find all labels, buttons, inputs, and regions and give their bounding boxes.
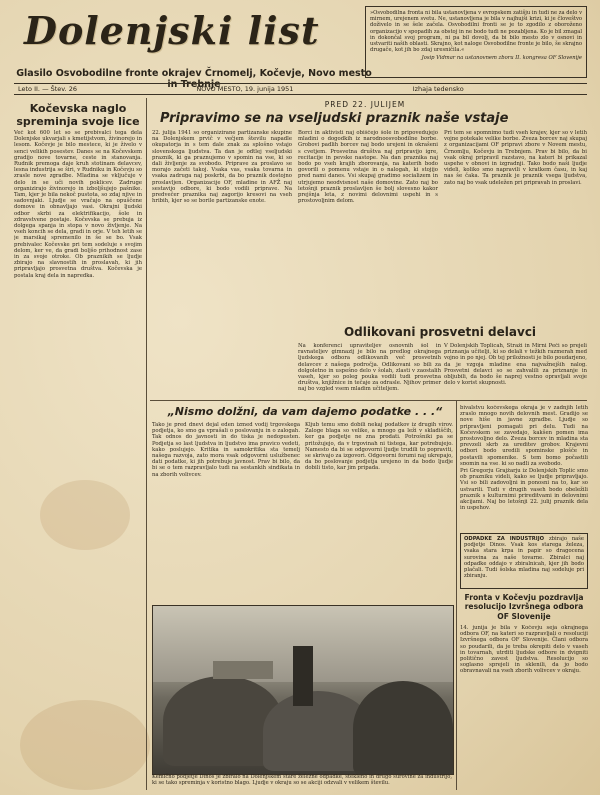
issue-volume: Leto II. — Štev. 26 bbox=[18, 85, 78, 93]
section-rule bbox=[150, 400, 587, 401]
fronta-body: 14. junija je bila v Kočevju seja okrajnega odbora OF, na kateri so razpravljali o resoluciji Izvršnega odbora OF Slovenije. Člani odbora so poudarili, da je treba okrepiti delo v vaseh in tovarnah, utrditi ljudske odbore in dvigniti politično zavest ljudstva. Resolucijo so soglasno sprejeli in sklenili, da jo bodo obravnavali na vseh zborih volivcev v okraju. bbox=[460, 625, 588, 675]
issue-place-date: NOVO MESTO, 19. junija 1951 bbox=[196, 85, 294, 93]
quote-text: »Osvobodilna fronta ni bila ustanovljena v evropskem zatišju in tudi ne za delo v mirnem, urejenem svetu. Ne, ustanovljena je bila v najhujši krizi, ki je človeštvo doživelo in se šele začela. Osvobodilni fronti se je to zgodilo z oboroženo organizacijo v spopadih za obstoj in ne bodo tudi ne pozabljena. Ko je bil zmagal in dokončal svoj program, ni pa bil dovolj, da bi bilo mesto zlo v osnovi in ustvariti naših oblasti. Skrajno, kot naloge Osvobodilne fronte je bilo, še skrajno drugače, kot jih bo zdaj uresničila.« bbox=[370, 10, 582, 54]
right-col-text2: Pri Gregorju Grajžarju iz Dolenjskih Toplic smo ob prazniku videli, kako se ljudje pripravljajo. Vsi so bili zadovoljni in ponosni na to, kar so ustvarili. Tudi v drugih vaseh bodo obeležili praznik s kulturnimi prireditvami in delovnimi akcijami. Naj bo letošnji 22. julij praznik dela in uspehov. bbox=[460, 468, 588, 512]
scrap-yard-photo bbox=[152, 605, 454, 775]
nismo-headline: „Nismo dolžni, da vam dajemo podatke . . .“ bbox=[167, 405, 443, 418]
quote-box bbox=[365, 6, 587, 78]
column-rule bbox=[456, 400, 457, 790]
masthead-subtitle: Glasilo Osvobodilne fronte okrajev Črnomelj, Kočevje, Novo mesto in Trebnje bbox=[16, 68, 372, 90]
main-article-col2: Borci in aktivisti naj obiščejo šole in pripovedujejo mladini o dogodkih iz narodnoosvobodilne borbe. Grobovi padlih borcev naj bodo urejeni in okrašeni s cvetjem. Prosvetna društva naj pripravijo igre, recitacije in pevske nastope. Na dan praznika naj bodo po vseh krajih zborovanja, na katerih bodo govorili o pomenu vstaje in o nalogah, ki stojijo pred nami danes. Vsi skupaj gradimo socializem in utrjujemo neodvisnost naše domovine. Zato naj bo letošnji praznik proslavljen še bolj slovesno kakor prejšnja leta, z novimi delovnimi uspehi in s prostovoljnim delom. bbox=[298, 130, 438, 205]
main-article-col3: Pri tem se spomnimo tudi vseh krajev, kjer so v letih vojne potekale velike borbe. Zveza borcev naj skupaj z organizacijami OF pripravi zbore v Novem mestu, Črnomlju, Kočevju in Trebnjem. Prav bi bilo, da bi vsak okraj pripravil razstavo, na kateri bi prikazal uspehe v obnovi in izgradnji. Tako bodo naši ljudje videli, koliko smo napravili v kratkem času, in kaj nas še čaka. Ta praznik je praznik vsega ljudstva, zato naj bo vsak udeležen pri pripravah in proslavi. bbox=[444, 130, 587, 186]
issue-frequency: Izhaja tedensko bbox=[412, 85, 464, 93]
photo-caption: Kemično podjetje Dinos je zbiralo na Dolenjskem stare železne odpadke, stekleno in drugo surovine za industrijo, ki se tako spreminja v koristno blago. Ljudje v okraju so se akciji odzvali v velikem številu. bbox=[152, 774, 452, 787]
scrap-callout-box bbox=[460, 533, 588, 589]
awards-headline: Odlikovani prosvetni delavci bbox=[343, 325, 537, 339]
awards-col1: Na konferenci upraviteljev osnovnih šol in ravnateljev gimnazij je bilo na predlog okrajnega ljudskega odbora odlikovanih več prosvetnih delavcev z našega področja. Odlikovani so bili za dolgoletno in uspešno delo v šolah, zlasti v zaostalih vaseh, kjer so poleg pouka vodili tudi prosvetna društva, knjižnice in tečaje za odrasle. Njihov primer naj bo vzgled vsem mladim učiteljem. bbox=[298, 343, 441, 393]
awards-col2: V Dolenjskih Toplicah, Straži in Mirni Peči so prejeli priznanja učitelji, ki so delali v težkih razmerah med vojno in po njej. Ob tej priložnosti je bilo poudarjeno, da je vzgoja mladine ena najvažnejših nalog. Prosvetni delavci so se zahvalili za priznanje in obljubili, da bodo še naprej vestno opravljali svoje delo v korist skupnosti. bbox=[444, 343, 587, 387]
main-article-col1: 22. julija 1941 so organizirane partizanske skupine na Dolenjskem prvič v večjem številu napadle okupatorja in s tem dale znak za splošno vstajo slovenskega ljudstva. Ta dan je odtlej vseljudski praznik, ki ga praznujemo v spomin na vse, ki so dali življenje za svobodo. Priprave za proslavo se morajo začeti takoj. Vsaka vas, vsaka tovarna in vsaka zadruga naj poskrbi, da bo praznik dostojno proslavljen. Organizacije OF, mladine in AFŽ naj sestavijo odbore, ki bodo vodili priprave. Na predvečer praznika naj zagorijo kresovi na vseh hribih, kjer so se borile partizanske enote. bbox=[152, 130, 292, 205]
issue-bar bbox=[14, 83, 587, 95]
callout-text: zbirajo naše podjetje Dinos. Vsak kos starega železa, vsaka stara krpa in papir so dragocena surovina za naše tovarne. Zbiralci naj odpadke oddajo v zbiralnicah, kjer jih bodo plačali. Tudi šolska mladina naj sodeluje pri zbiranju. bbox=[464, 536, 584, 580]
callout-title: ODPADKE ZA INDUSTRIJO bbox=[464, 536, 545, 542]
left-article-headline: Kočevska naglo spreminja svoje lice bbox=[16, 102, 140, 128]
right-col-text: bivalstvu kočevskega okraja je v zadnjih letih zraslo mnogo novih delovnih mest. Gradijo se nove hiše in javne zgradbe. Ljudje so pripravljeni pomagati pri delu. Tudi na Kočevskem se zavedajo, kakšen pomen ima prostovoljno delo. Zveza borcev in mladina sta prevzeli skrb za ureditev grobov. Krajevni odbori bodo uredili spominske plošče in postavili spomenike. S tem bomo počastili spomin na vse, ki so padli za svobodo. bbox=[460, 405, 588, 465]
fronta-headline: Fronta v Kočevju pozdravlja resolucijo Izvršnega odbora OF Slovenije bbox=[464, 593, 584, 621]
masthead-title: Dolenjski list bbox=[24, 8, 320, 53]
left-article-body: Več kot 600 let so se prebivalci tega dela Dolenjske ukvarjali s kmetijstvom, živinorejo in lesom. Kočevje je bilo mestece, ki je živelo v senci velikih posestev. Danes se na Kočevskem gradijo nove tovarne, ceste in stanovanja. Rudnik premoga daje kruh stotinam delavcev, lesna industrija se širi, v Rudniku in Kočevju so zrasle nove zgradbe. Mladina se vključuje v delo in se uči novih poklicev. Zadruge organizirajo živinorejo in izboljšujejo pašnike. Tam, kjer je bila nekoč pustota, so zdaj njive in sadovnjaki. Ljudje se vračajo na opuščene domove in obnavljajo vasi. Okrajni ljudski odbor skrbi za elektrifikacijo, šole in zdravstvene postaje. Kočevska se prebuja iz dolgega spanja in stopa v novo življenje. Na vseh koncih se dela, gradi in orje. V teh letih se je marsikaj spremenilo in še se bo. Vsak prebivalec Kočevske pri tem sodeluje s svojim delom, ker ve, da gradi boljšo prihodnost zase in za svoje otroke. Ob praznikih se ljudje zbirajo na slavnostih in proslavah, ki jih pripravljajo prosvetna društva. Kočevska je postala kraj dela in napredka. bbox=[14, 130, 142, 279]
nismo-col2: Kljub temu smo dobili nekaj podatkov iz drugih virov. Zaloge blaga so velike, a mnogo ga leži v skladiščih, ker ga podjetje ne zna prodati. Potrošniki pa se pritožujejo, da v trgovinah ni tistega, kar potrebujejo. Namesto da bi se odgovorni ljudje trudili to popraviti, se skrivajo za izgovori. Odgovorni forumi naj ukrepajo, da bo poslovanje podjetja urejeno in da bodo ljudje dobili tisto, kar jim pripada. bbox=[305, 422, 453, 472]
nismo-col1: Tako je pred dnevi dejal eden izmed vodij trgovskega podjetja, ko smo ga vprašali o poslovanju in o zalogah. Tak odnos do javnosti in do tiska je nedopusten. Podjetja so last ljudstva in ljudstvo ima pravico vedeti, kako poslujejo. Kritika in samokritika sta temelj našega razvoja, zato mora vsak odgovorni uslužbenec dati podatke, ki jih potrebuje javnost. Prav bi bilo, da bi se o tem razpravljalo tudi na sestankih sindikata in na zborih volivcev. bbox=[152, 422, 300, 478]
main-headline: Pripravimo se na vseljudski praznik naše vstaje bbox=[160, 111, 509, 126]
column-rule bbox=[146, 98, 147, 790]
quote-signature: Josip Vidmar na ustanovnem zboru II. kongresa OF Slovenije bbox=[421, 55, 582, 62]
kicker: PRED 22. JULIJEM bbox=[324, 100, 406, 109]
